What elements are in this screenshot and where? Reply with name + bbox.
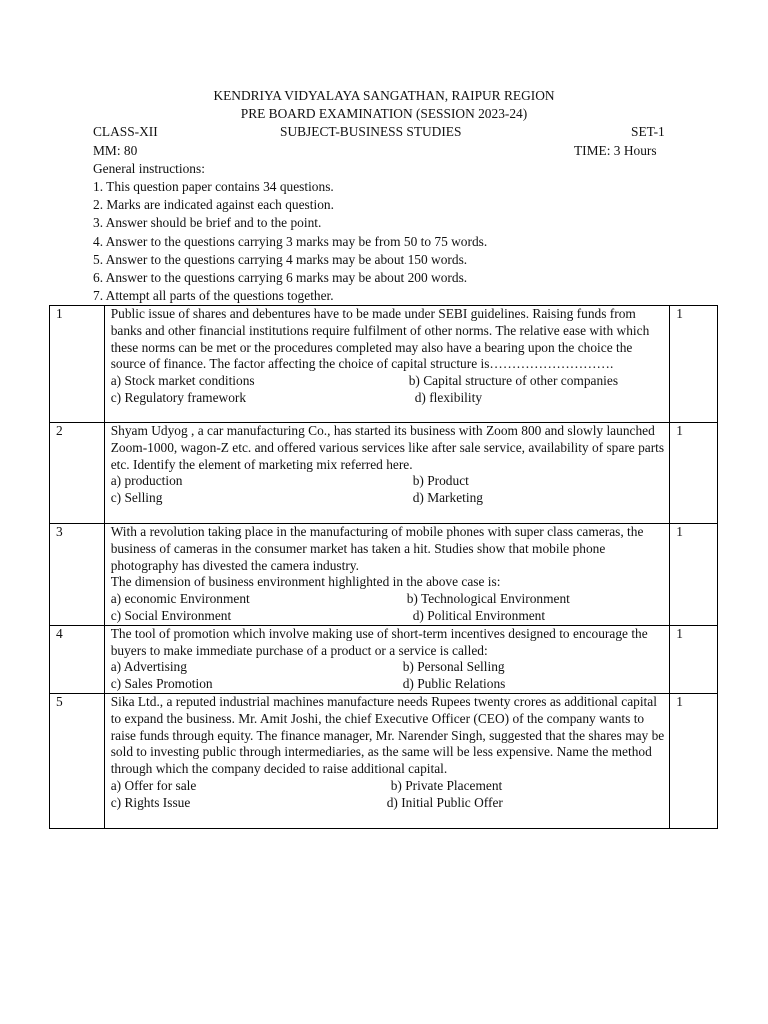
question-row <box>50 625 718 693</box>
question-number: 1 <box>50 306 105 423</box>
question-number: 2 <box>50 423 105 524</box>
question-text: Shyam Udyog , a car manufacturing Co., has started its business with Zoom 800 and slowly launched Zoom-1000, wagon-Z etc. and offered various services like after sale service, availability of spare parts etc. Identify the element of marketing mix referred here. <box>110 423 665 472</box>
options-row <box>111 591 666 608</box>
time-allowed: TIME: 3 Hours <box>574 143 657 158</box>
class-label: CLASS-XII <box>93 124 158 139</box>
option-a: a) Advertising <box>110 659 187 675</box>
option-b: b) Private Placement <box>390 777 503 793</box>
option-a: a) Stock market conditions <box>110 373 255 389</box>
option-d: d) Political Environment <box>412 607 546 623</box>
question-body <box>104 306 670 423</box>
option-c: c) Social Environment <box>110 607 232 623</box>
option-a: a) Offer for sale <box>110 777 197 793</box>
question-text: Sika Ltd., a reputed industrial machines manufacture needs Rupees twenty crores as additional capital to expand the business. Mr. Amit Joshi, the chief Executive Officer (CEO) of the company wants to raise funds through equity. The finance manager, Mr. Narender Singh, suggested that the shares may be sold to investing public through intermediaries, as the same will be less expensive. Name the method through which the company decided to raise additional capital. <box>110 693 665 777</box>
question-row <box>50 306 718 423</box>
option-d: d) flexibility <box>414 389 483 405</box>
option-d: d) Initial Public Offer <box>386 794 503 810</box>
question-body <box>104 693 670 828</box>
options-row <box>111 473 666 490</box>
instruction-item: 3. Answer should be brief and to the point. <box>93 215 322 230</box>
question-number: 4 <box>50 625 105 693</box>
options-row <box>111 608 666 625</box>
options-row <box>111 778 666 795</box>
options-row <box>111 490 666 507</box>
question-text-2: The dimension of business environment highlighted in the above case is: <box>110 574 501 590</box>
question-body <box>104 625 670 693</box>
option-d: d) Public Relations <box>402 676 506 692</box>
question-marks: 1 <box>670 306 718 423</box>
instruction-item: 2. Marks are indicated against each question. <box>93 197 334 212</box>
options-row <box>111 659 666 676</box>
question-marks: 1 <box>670 423 718 524</box>
question-text: With a revolution taking place in the manufacturing of mobile phones with super class cameras, the business of cameras in the consumer market has taken a hit. Studies show that mobile phone photography has divested the camera industry. <box>110 524 644 573</box>
exam-title: PRE BOARD EXAMINATION (SESSION 2023-24) <box>240 106 528 121</box>
question-marks: 1 <box>670 524 718 626</box>
instruction-item: 5. Answer to the questions carrying 4 marks may be about 150 words. <box>93 252 468 267</box>
max-marks: MM: 80 <box>93 143 138 158</box>
question-number: 5 <box>50 693 105 828</box>
options-row <box>111 795 666 812</box>
question-number: 3 <box>50 524 105 626</box>
options-row <box>111 390 666 407</box>
option-d: d) Marketing <box>412 490 483 506</box>
instruction-item: 6. Answer to the questions carrying 6 marks may be about 200 words. <box>93 270 468 285</box>
option-a: a) production <box>110 473 183 489</box>
option-b: b) Technological Environment <box>406 591 570 607</box>
set-label: SET-1 <box>631 124 665 139</box>
option-b: b) Capital structure of other companies <box>408 373 619 389</box>
subject-label: SUBJECT-BUSINESS STUDIES <box>280 124 462 139</box>
option-b: b) Personal Selling <box>402 659 505 675</box>
question-row <box>50 693 718 828</box>
instruction-item: 4. Answer to the questions carrying 3 marks may be from 50 to 75 words. <box>93 234 488 249</box>
option-b: b) Product <box>412 473 469 489</box>
options-row <box>111 373 666 390</box>
instructions-title: General instructions: <box>93 161 205 176</box>
option-c: c) Regulatory framework <box>110 389 247 405</box>
question-body <box>104 423 670 524</box>
questions-table <box>49 305 718 829</box>
option-c: c) Sales Promotion <box>110 676 213 692</box>
question-text: The tool of promotion which involve making use of short-term incentives designed to encourage the buyers to make immediate purchase of a product or a service is called: <box>110 625 648 658</box>
question-marks: 1 <box>670 625 718 693</box>
options-row <box>111 676 666 693</box>
instruction-item: 7. Attempt all parts of the questions together. <box>93 288 334 303</box>
question-text: Public issue of shares and debentures have to be made under SEBI guidelines. Raising funds from banks and other financial institutions require fulfilment of other norms. The relative ease with which these norms can be met or the procedures completed may also have a bearing upon the choice the source of finance. The factor affecting the choice of capital structure is………………………. <box>110 306 650 372</box>
option-c: c) Rights Issue <box>110 794 191 810</box>
question-row <box>50 524 718 626</box>
question-marks: 1 <box>670 693 718 828</box>
option-a: a) economic Environment <box>110 591 250 607</box>
school-title: KENDRIYA VIDYALAYA SANGATHAN, RAIPUR REGION <box>213 88 555 103</box>
option-c: c) Selling <box>110 490 163 506</box>
question-body <box>104 524 670 626</box>
instruction-item: 1. This question paper contains 34 questions. <box>93 179 334 194</box>
question-row <box>50 423 718 524</box>
